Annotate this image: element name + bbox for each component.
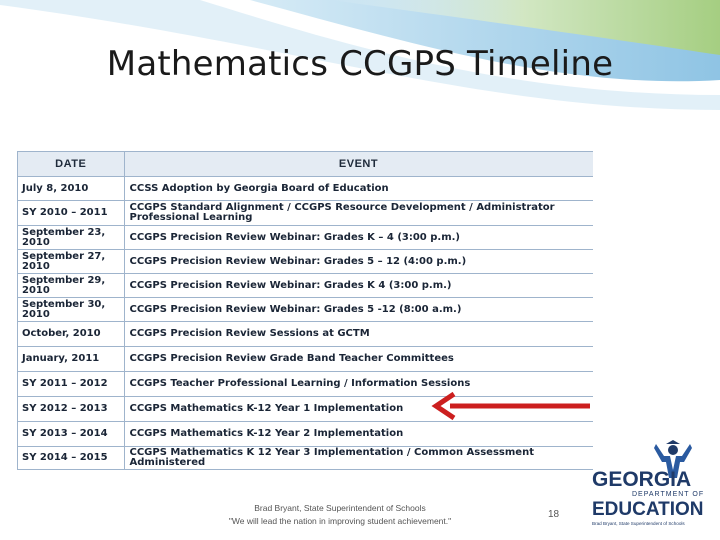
column-header-event: EVENT [124,152,593,177]
footer-line-motto: "We will lead the nation in improving student achievement." [228,516,452,526]
table-row [18,274,593,298]
row-event: CCGPS Precision Review Webinar: Grades K – 4 (3:00 p.m.) [124,226,593,250]
table-row [18,250,593,274]
row-date: SY 2014 – 2015 [18,447,124,470]
table-row [18,298,593,322]
row-event: CCGPS Precision Review Webinar: Grades 5 -12 (8:00 a.m.) [124,298,593,322]
row-date: September 29, 2010 [18,274,124,298]
row-date: January, 2011 [18,347,124,372]
red-arrow-icon [430,391,592,421]
slide-footer [190,502,490,528]
row-date: September 30, 2010 [18,298,124,322]
table-header-row [18,152,593,177]
table-row [18,177,593,201]
table-row [18,447,593,470]
row-event: CCGPS Precision Review Webinar: Grades K 4 (3:00 p.m.) [124,274,593,298]
logo-education-text: EDUCATION [592,499,704,520]
row-date: October, 2010 [18,322,124,347]
logo-tagline-text: Brad Bryant, State Superintendent of Schools [592,521,685,526]
row-event: CCGPS Teacher Professional Learning / Information Sessions [124,372,593,397]
row-date: SY 2013 – 2014 [18,422,124,447]
table-row [18,226,593,250]
row-event: CCGPS Precision Review Grade Band Teacher Committees [124,347,593,372]
logo-department-text: DEPARTMENT OF [632,491,705,498]
row-event: CCGPS Mathematics K 12 Year 3 Implementation / Common Assessment Administered [124,447,593,470]
page-number: 18 [548,509,560,520]
column-header-date: DATE [18,152,124,177]
table-row [18,322,593,347]
row-event: CCSS Adoption by Georgia Board of Education [124,177,593,201]
row-date: SY 2012 – 2013 [18,397,124,422]
row-date: September 27, 2010 [18,250,124,274]
table-row [18,422,593,447]
logo-georgia-text: GEORGIA [592,468,692,491]
row-date: SY 2011 – 2012 [18,372,124,397]
table-row [18,347,593,372]
footer-line-superintendent: Brad Bryant, State Superintendent of Schools [254,503,426,513]
table-row [18,201,593,226]
row-event: CCGPS Precision Review Webinar: Grades 5 – 12 (4:00 p.m.) [124,250,593,274]
georgia-doe-logo [590,440,714,530]
row-event: CCGPS Mathematics K-12 Year 1 Implementation [124,397,593,422]
row-date: July 8, 2010 [18,177,124,201]
row-date: SY 2010 – 2011 [18,201,124,226]
row-date: September 23, 2010 [18,226,124,250]
slide-title: Mathematics CCGPS Timeline [106,44,614,84]
row-event: CCGPS Mathematics K-12 Year 2 Implementation [124,422,593,447]
row-event: CCGPS Standard Alignment / CCGPS Resource Development / Administrator Professional Learning [124,201,593,226]
timeline-table [17,151,593,470]
row-event: CCGPS Precision Review Sessions at GCTM [124,322,593,347]
